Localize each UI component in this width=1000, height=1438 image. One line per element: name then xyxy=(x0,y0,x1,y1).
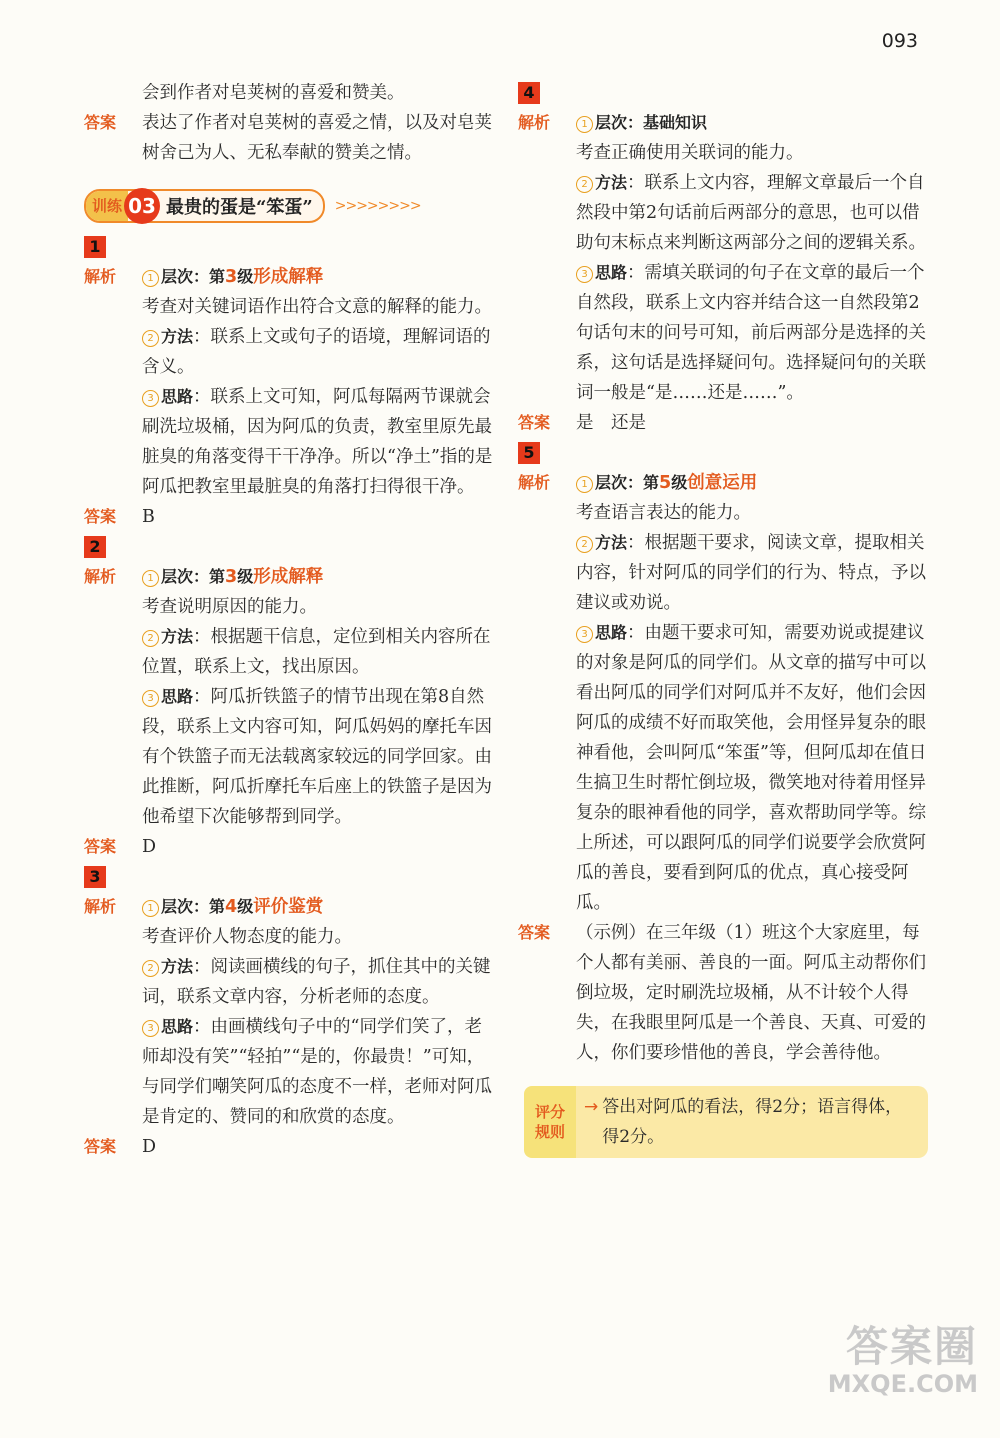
thinking-text: ：由题干要求可知，需要劝说或提建议的对象是阿瓜的同学们。从文章的描写中可以看出阿瓜的同学们对阿瓜并不友好，他们会因阿瓜的成绩不好而取笑他，会用怪异复杂的眼神看他，会叫阿瓜“笨蛋”等，但阿瓜却在值日生搞卫生时帮忙倒垃圾，微笑地对待着用怪异复杂的眼神看他的同学，喜欢帮助同学等。综上所述，可以跟阿瓜的同学们说要学会欣赏阿瓜的善良，要看到阿瓜的优点，真心接受阿瓜。 xyxy=(576,623,927,913)
watermark xyxy=(778,1324,978,1398)
method-text: ：根据题干信息，定位到相关内容所在位置，联系上文，找出原因。 xyxy=(142,627,491,677)
circle-one-icon: 1 xyxy=(576,476,593,493)
arrow-right-icon: → xyxy=(584,1097,599,1117)
thinking-text: ：需填关联词的句子在文章的最后一个自然段，联系上文内容并结合这一自然段第2句话句末的问号可知，前后两部分是选择的关系，这句话是选择疑问句。选择疑问句的关联词一般是“是……还是……”。 xyxy=(576,263,926,403)
method-text: ：阅读画横线的句子，抓住其中的关键词，联系文章内容，分析老师的态度。 xyxy=(142,957,491,1007)
method-text: ：根据题干要求，阅读文章，提取相关内容，针对阿瓜的同学们的行为、特点，予以建议或劝说。 xyxy=(576,533,926,613)
circle-two-icon: 2 xyxy=(142,630,159,647)
analysis-label: 解析 xyxy=(518,113,551,132)
question-number: 5 xyxy=(518,442,540,464)
method-text: ：联系上文或句子的语境，理解词语的含义。 xyxy=(142,327,491,377)
intro-answer: 表达了作者对皂荚树的喜爱之情，以及对皂荚树舍己为人、无私奉献的赞美之情。 xyxy=(142,113,492,163)
answer-label: 答案 xyxy=(518,923,551,942)
circle-one-icon: 1 xyxy=(142,570,159,587)
level-name: 评价鉴赏 xyxy=(253,897,324,917)
circle-three-icon: 3 xyxy=(576,266,593,283)
banner-number: 03 xyxy=(124,188,160,224)
thinking-text: ：联系上文可知，阿瓜每隔两节课就会刷洗垃圾桶，因为阿瓜的负责，教室里原先最脏臭的角落变得干干净净。所以“净土”指的是阿瓜把教室里最脏臭的角落打扫得很干净。 xyxy=(142,387,493,497)
level-desc: 考查正确使用关联词的能力。 xyxy=(576,143,804,163)
circle-two-icon: 2 xyxy=(142,330,159,347)
watermark-url: MXQE.COM xyxy=(827,1370,978,1398)
intro-line: 会到作者对皂荚树的喜爱和赞美。 xyxy=(142,83,405,103)
analysis-label: 解析 xyxy=(84,567,117,586)
answer-text: D xyxy=(142,837,157,857)
answer-label: 答案 xyxy=(84,113,117,132)
circle-one-icon: 1 xyxy=(142,900,159,917)
answer-label: 答案 xyxy=(84,507,117,526)
page-number: 093 xyxy=(881,30,918,52)
answer-text: 是 还是 xyxy=(576,413,646,433)
scoring-rules-text: 答出对阿瓜的看法，得2分；语言得体，得2分。 xyxy=(602,1097,903,1147)
section-banner xyxy=(84,188,494,224)
circle-two-icon: 2 xyxy=(142,960,159,977)
circle-two-icon: 2 xyxy=(576,176,593,193)
thinking-text: ：由画横线句子中的“同学们笑了，老师却没有笑”“轻拍”“是的，你最贵！”可知，与同学们嘲笑阿瓜的态度不一样，老师对阿瓜是肯定的、赞同的和欣赏的态度。 xyxy=(142,1017,492,1127)
banner-label: 训练 xyxy=(86,191,128,221)
level-desc: 考查说明原因的能力。 xyxy=(142,597,317,617)
question-number: 3 xyxy=(84,866,106,888)
answer-text: B xyxy=(142,507,155,527)
banner-title: 最贵的蛋是“笨蛋” xyxy=(166,197,313,218)
thinking-text: ：阿瓜折铁篮子的情节出现在第8自然段，联系上文内容可知，阿瓜妈妈的摩托车因有个铁篮子而无法载离家较远的同学回家。由此推断，阿瓜折摩托车后座上的铁篮子是因为他希望下次能够帮到同学。 xyxy=(142,687,492,827)
answer-text: D xyxy=(142,1137,157,1157)
answer-label: 答案 xyxy=(518,413,551,432)
answer-label: 答案 xyxy=(84,837,117,856)
circle-two-icon: 2 xyxy=(576,536,593,553)
analysis-label: 解析 xyxy=(518,473,551,492)
circle-one-icon: 1 xyxy=(142,270,159,287)
analysis-label: 解析 xyxy=(84,267,117,286)
answer-label: 答案 xyxy=(84,1137,117,1156)
question-number: 1 xyxy=(84,236,106,258)
circle-three-icon: 3 xyxy=(576,626,593,643)
watermark-logo: 答案圈 xyxy=(845,1322,978,1371)
analysis-block: 解析 1 层次：基础知识 考查正确使用关联词的能力。 2 方法：联系上文内容，理解文章最后一个自然段中第2句话前后两部分的意思，也可以借助句末标点来判断这两部分之间的逻辑关系。 3 思路：需填关联词的句子在文章的最后一个自然段，联系上文内容并结合这一自然段第2句话句末的问号可知，前后两部分是选择的关系，这句话是选择疑问句。选择疑问句的关联词一般是“是……还是……”。 xyxy=(518,108,928,408)
scoring-rules-tag: 评分 规则 xyxy=(524,1086,576,1158)
left-column xyxy=(84,78,494,1162)
answer-text: （示例）在三年级（1）班这个大家庭里，每个人都有美丽、善良的一面。阿瓜主动帮你们倒垃圾，定时刷洗垃圾桶，从不计较个人得失，在我眼里阿瓜是一个善良、天真、可爱的人，你们要珍惜他的善良，学会善待他。 xyxy=(576,923,926,1063)
circle-one-icon: 1 xyxy=(576,116,593,133)
level-name: 形成解释 xyxy=(253,267,324,287)
question-number: 4 xyxy=(518,82,540,104)
circle-three-icon: 3 xyxy=(142,690,159,707)
analysis-label: 解析 xyxy=(84,897,117,916)
analysis-block: 解析 1 层次：第3级形成解释 考查说明原因的能力。 2 方法：根据题干信息，定位到相关内容所在位置，联系上文，找出原因。 3 思路：阿瓜折铁篮子的情节出现在第8自然段，联系上文内容可知，阿瓜妈妈的摩托车因有个铁篮子而无法载离家较远的同学回家。由此推断，阿瓜折摩托车后座上的铁篮子是因为他希望下次能够帮到同学。 xyxy=(84,562,494,832)
right-column xyxy=(518,78,928,1158)
analysis-block: 解析 1 层次：第3级形成解释 考查对关键词语作出符合文意的解释的能力。 2 方法：联系上文或句子的语境，理解词语的含义。 3 思路：联系上文可知，阿瓜每隔两节课就会刷洗垃圾桶，因为阿瓜的负责，教室里原先最脏臭的角落变得干干净净。所以“净土”指的是阿瓜把教室里最脏臭的角落打扫得很干净。 xyxy=(84,262,494,502)
scoring-rules xyxy=(524,1086,928,1158)
banner-arrows: >>>>>>>> xyxy=(334,198,421,214)
level-name: 创意运用 xyxy=(687,473,758,493)
level-text: ：基础知识 xyxy=(627,113,708,132)
analysis-block: 解析 1 层次：第4级评价鉴赏 考查评价人物态度的能力。 2 方法：阅读画横线的句子，抓住其中的关键词，联系文章内容，分析老师的态度。 3 思路：由画横线句子中的“同学们笑了，老师却没有笑”“轻拍”“是的，你最贵！”可知，与同学们嘲笑阿瓜的态度不一样，老师对阿瓜是肯定的、赞同的和欣赏的态度。 xyxy=(84,892,494,1132)
level-desc: 考查语言表达的能力。 xyxy=(576,503,751,523)
circle-three-icon: 3 xyxy=(142,390,159,407)
analysis-block: 解析 1 层次：第5级创意运用 考查语言表达的能力。 2 方法：根据题干要求，阅读文章，提取相关内容，针对阿瓜的同学们的行为、特点，予以建议或劝说。 3 思路：由题干要求可知，需要劝说或提建议的对象是阿瓜的同学们。从文章的描写中可以看出阿瓜的同学们对阿瓜并不友好，他们会因阿瓜的成绩不好而取笑他，会用怪异复杂的眼神看他，会叫阿瓜“笨蛋”等，但阿瓜却在值日生搞卫生时帮忙倒垃圾，微笑地对待着用怪异复杂的眼神看他的同学，喜欢帮助同学等。综上所述，可以跟阿瓜的同学们说要学会欣赏阿瓜的善良，要看到阿瓜的优点，真心接受阿瓜。 xyxy=(518,468,928,918)
circle-three-icon: 3 xyxy=(142,1020,159,1037)
method-text: ：联系上文内容，理解文章最后一个自然段中第2句话前后两部分的意思，也可以借助句末标点来判断这两部分之间的逻辑关系。 xyxy=(576,173,926,253)
level-desc: 考查对关键词语作出符合文意的解释的能力。 xyxy=(142,297,492,317)
question-number: 2 xyxy=(84,536,106,558)
level-name: 形成解释 xyxy=(253,567,324,587)
level-desc: 考查评价人物态度的能力。 xyxy=(142,927,352,947)
